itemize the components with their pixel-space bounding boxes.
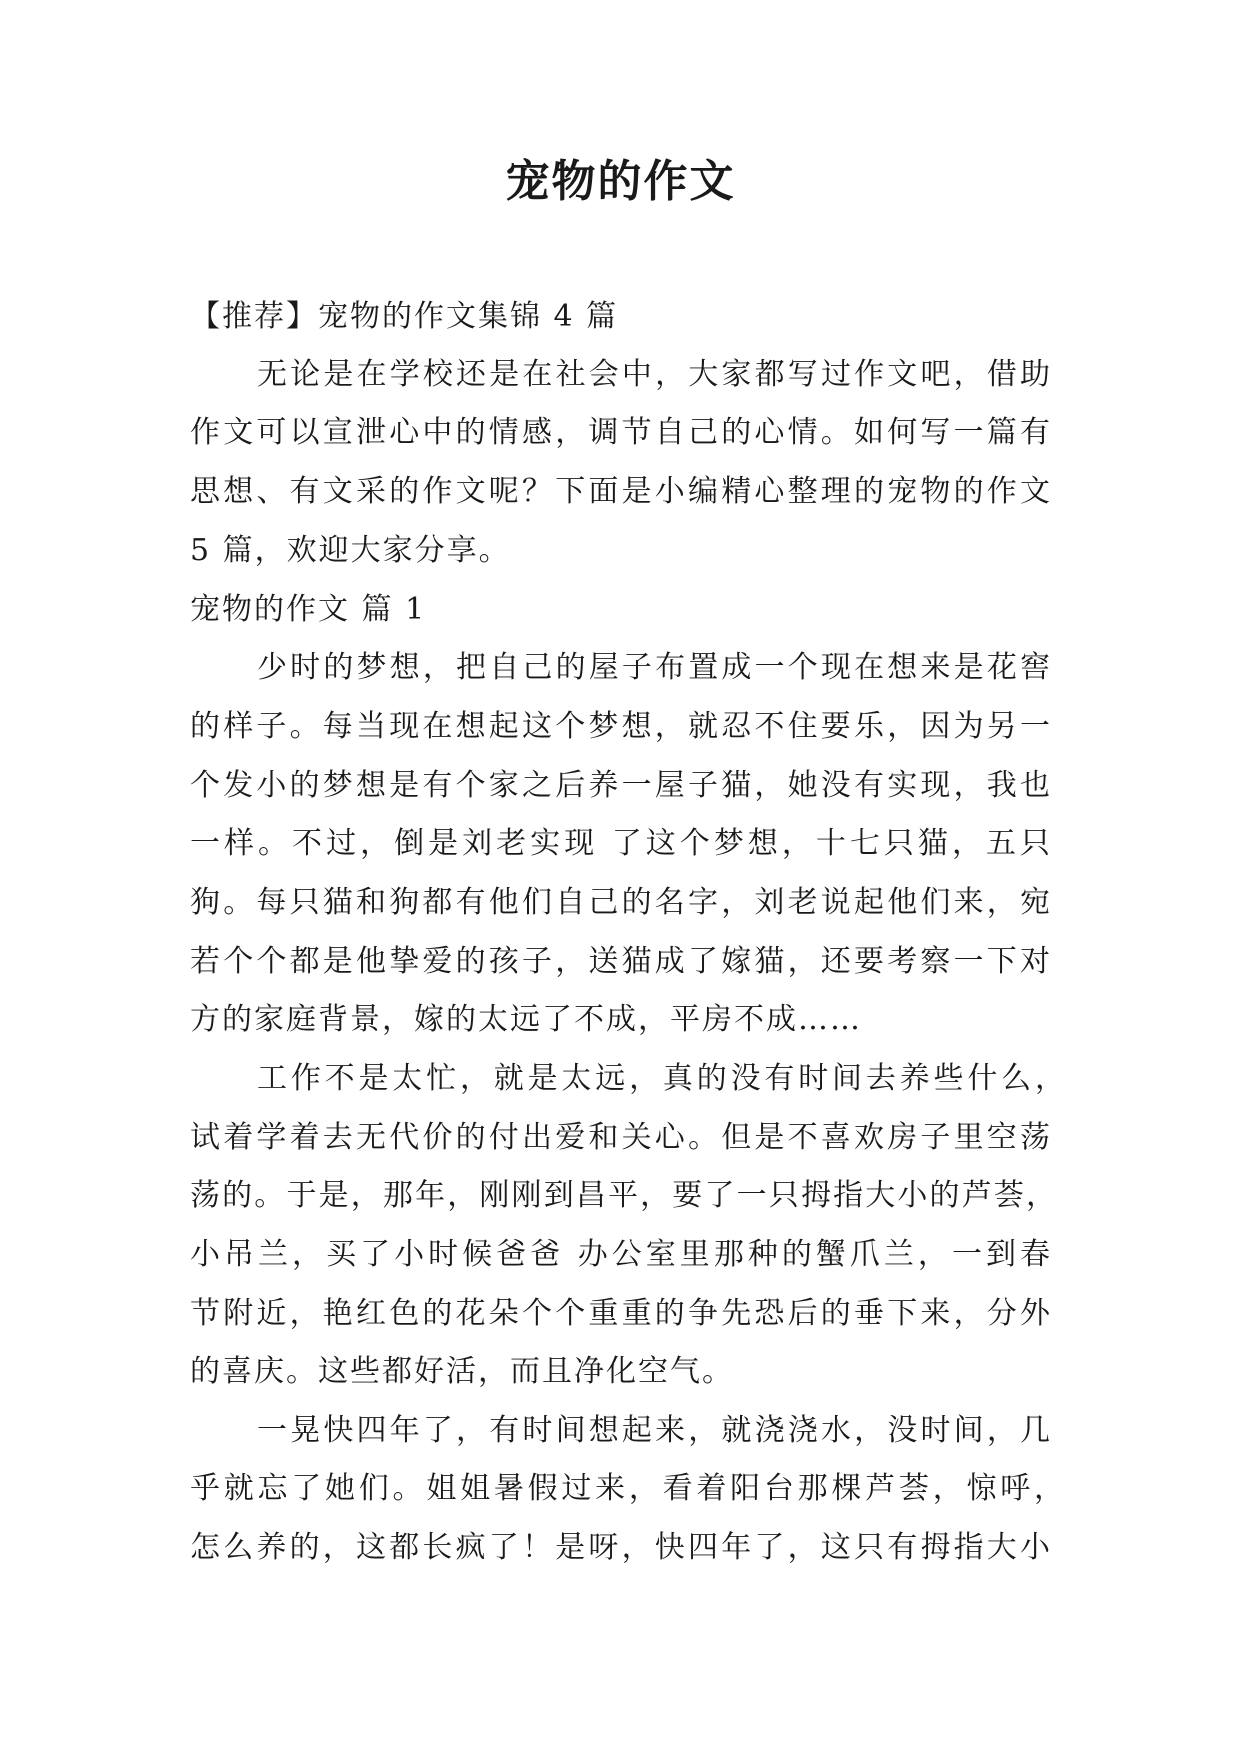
paragraph-line: 乎就忘了她们。姐姐暑假过来，看着阳台那棵芦荟，惊呼，: [190, 1471, 1066, 1506]
paragraph-line: 小吊兰，买了小时候爸爸 办公室里那种的蟹爪兰，一到春: [190, 1237, 1052, 1272]
paragraph-line: 一晃快四年了，有时间想起来，就浇浇水，没时间，几: [257, 1413, 1052, 1448]
paragraph-line: 作文可以宣泄心中的情感，调节自己的心情。如何写一篇有: [190, 415, 1052, 450]
paragraph-line: 思想、有文采的作文呢？下面是小编精心整理的宠物的作文: [190, 474, 1052, 509]
paragraph-line: 方的家庭背景，嫁的太远了不成，平房不成……: [190, 1002, 862, 1037]
paragraph-line: 一样。不过，倒是刘老实现 了这个梦想，十七只猫，五只: [190, 826, 1052, 861]
paragraph-line: 的喜庆。这些都好活，而且净化空气。: [190, 1354, 734, 1389]
paragraph-line: 荡的。于是，那年，刚刚到昌平，要了一只拇指大小的芦荟，: [190, 1178, 1058, 1213]
paragraph-line: 个发小的梦想是有个家之后养一屋子猫，她没有实现，我也: [190, 768, 1052, 803]
paragraph-line: 若个个都是他挚爱的孩子，送猫成了嫁猫，还要考察一下对: [190, 944, 1052, 979]
subtitle-line: 【推荐】宠物的作文集锦 4 篇: [190, 299, 619, 334]
paragraph-line: 工作不是太忙，就是太远，真的没有时间去养些什么，: [257, 1061, 1067, 1096]
paragraph-line: 无论是在学校还是在社会中，大家都写过作文吧，借助: [257, 357, 1052, 392]
paragraph-line: 的样子。每当现在想起这个梦想，就忍不住要乐，因为另一: [190, 709, 1052, 744]
paragraph-line: 节附近，艳红色的花朵个个重重的争先恐后的垂下来，分外: [190, 1296, 1052, 1331]
paragraph-line: 怎么养的，这都长疯了！是呀，快四年了，这只有拇指大小: [190, 1530, 1052, 1565]
section-heading: 宠物的作文 篇 1: [190, 592, 427, 627]
paragraph-line: 试着学着去无代价的付出爱和关心。但是不喜欢房子里空荡: [190, 1120, 1052, 1155]
document-title: 宠物的作文: [505, 156, 736, 207]
paragraph-line: 少时的梦想，把自己的屋子布置成一个现在想来是花窖: [257, 650, 1052, 685]
paragraph-line: 5 篇，欢迎大家分享。: [190, 533, 511, 568]
paragraph-line: 狗。每只猫和狗都有他们自己的名字，刘老说起他们来，宛: [190, 885, 1052, 920]
